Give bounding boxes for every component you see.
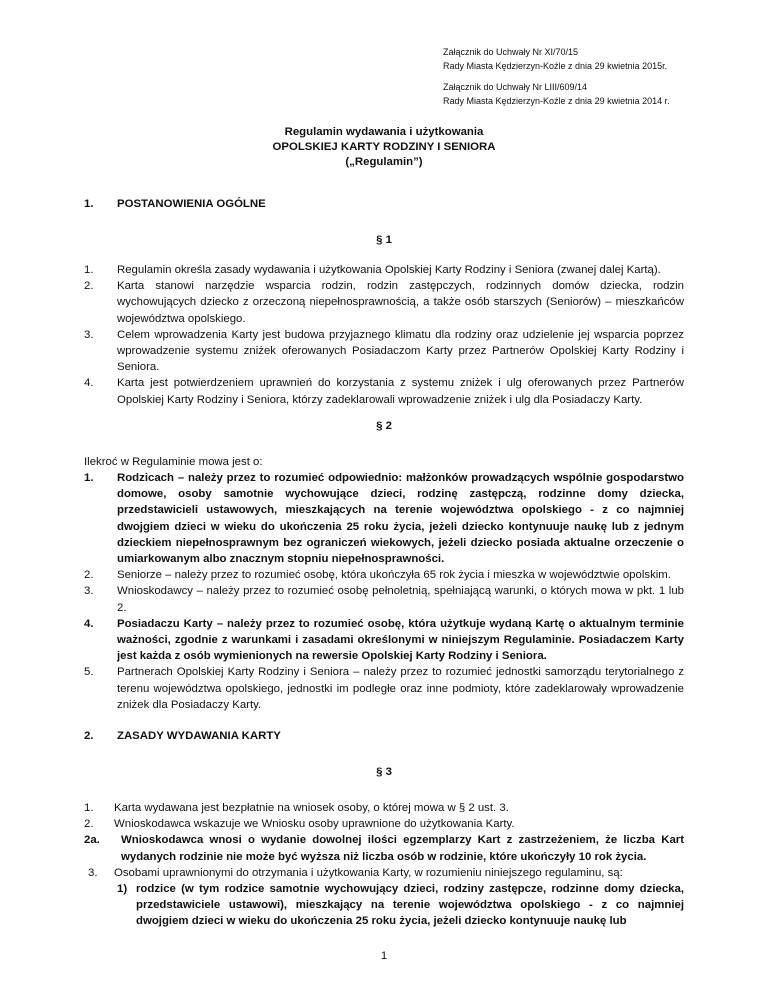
item-text: Celem wprowadzenia Karty jest budowa przyjaznego klimatu dla rodziny oraz udzielenie jej wsparcia poprzez wprowadzenie systemu zniżek oferowanych Posiadaczom Karty przez Partnerów Opolskiej Karty Rodziny i Seniora.	[117, 328, 684, 374]
paragraph-heading-1: § 1	[376, 234, 392, 246]
section-label: POSTANOWIENIA OGÓLNE	[117, 198, 266, 210]
annex-note-2014	[443, 80, 743, 108]
list-item	[84, 816, 684, 832]
item-number: 1.	[84, 264, 94, 276]
page-number: 1	[380, 950, 388, 962]
list-item-2a	[84, 832, 684, 864]
item-number: 2a.	[84, 834, 100, 847]
list-item	[84, 278, 684, 327]
paragraph-3-list	[84, 800, 684, 930]
paragraph-heading-2: § 2	[376, 420, 392, 432]
item-number: 1.	[84, 472, 94, 484]
title-line-2: OPOLSKIEJ KARTY RODZINY I SENIORA	[272, 141, 496, 153]
section-number: 2.	[84, 730, 94, 742]
annex-note-2015	[443, 45, 743, 73]
item-text: Posiadaczu Karty – należy przez to rozumieć osobę, która użytkuje wydaną Kartę o aktualnym terminie ważności, zgodnie z warunkami i zasadami określonymi w niniejszym Regulaminie. Posiadaczem Karty jest każda z osób wymienionych na rewersie Opolskiej Karty Rodziny i Seniora.	[117, 617, 684, 663]
annex-line-1: Załącznik do Uchwały Nr XI/70/15	[443, 47, 579, 57]
document-title	[0, 125, 768, 170]
item-number: 1)	[117, 883, 128, 896]
item-text: Rodzicach – należy przez to rozumieć odpowiednio: małżonków prowadzących wspólnie gospodarstwo domowe, osoby samotnie wychowujące dzieci, rodzinę zastępczą, rodzinne domy dziecka, przedstawicieli ustawowych, mieszkających na terenie województwa opolskiego - z co najmniej dwojgiem dzieci w wieku do ukończenia 25 roku życia, jeżeli dziecko kontynuuje naukę lub z jednym dzieckiem niepełnosprawnym bez ograniczeń wiekowych, jeżeli dziecko posiada aktualne orzeczenie o umiarkowanym albo znacznym stopniu niepełnosprawności.	[117, 472, 684, 566]
sub-item-parents	[84, 881, 684, 930]
item-text: rodzice (w tym rodzice samotnie wychowujący dzieci, rodziny zastępcze, rodzinne domy dziecka, przedstawiciele ustawowi), mieszkający na terenie województwa opolskiego - z co najmniej dwojgiem dzieci w wieku do ukończenia 25 roku życia, jeżeli dziecko kontynuuje naukę lub	[136, 883, 684, 928]
section-label: ZASADY WYDAWANIA KARTY	[117, 730, 281, 742]
item-number: 3.	[84, 585, 94, 598]
annex-line-4: Rady Miasta Kędzierzyn-Koźle z dnia 29 kwietnia 2014 r.	[443, 96, 670, 106]
item-number: 5.	[84, 666, 94, 679]
annex-line-2: Rady Miasta Kędzierzyn-Koźle z dnia 29 kwietnia 2015r.	[443, 61, 668, 71]
item-text: Regulamin określa zasady wydawania i użytkowania Opolskiej Karty Rodziny i Seniora (zwanej dalej Kartą).	[117, 264, 661, 276]
item-number: 3.	[88, 866, 98, 879]
item-text: Karta jest potwierdzeniem uprawnień do korzystania z systemu zniżek i ulg oferowanych przez Partnerów Opolskiej Karty Rodziny i Seniora, którzy zadeklarowali wprowadzenie zniżek i ulg dla Posiadaczy Karty.	[117, 377, 684, 406]
item-text: Karta wydawana jest bezpłatnie na wniosek osoby, o której mowa w § 2 ust. 3.	[114, 802, 509, 814]
paragraph-heading-3: § 3	[376, 766, 392, 778]
paragraph-2-intro: Ilekroć w Regulaminie mowa jest o:	[84, 456, 263, 468]
list-item	[84, 262, 684, 278]
item-text: Osobami uprawnionymi do otrzymania i użytkowania Karty, w rozumieniu niniejszego regulaminu, są:	[114, 866, 623, 879]
list-item	[84, 375, 684, 407]
paragraph-1-list	[84, 262, 684, 408]
definition-item-applicant	[84, 583, 684, 615]
item-text: Wnioskodawca wskazuje we Wniosku osoby uprawnione do użytkowania Karty.	[114, 818, 515, 831]
list-item	[84, 327, 684, 376]
section-number: 1.	[84, 198, 94, 210]
item-number: 2.	[84, 569, 94, 582]
definition-item-parents	[84, 470, 684, 567]
item-text: Seniorze – należy przez to rozumieć osobę, która ukończyła 65 rok życia i mieszka w województwie opolskim.	[117, 569, 671, 582]
item-text: Wnioskodawcy – należy przez to rozumieć osobę pełnoletnią, spełniającą warunki, o których mowa w pkt. 1 lub 2.	[117, 585, 684, 614]
section-heading-1	[84, 198, 266, 210]
list-item	[84, 800, 684, 816]
annex-line-3: Załącznik do Uchwały Nr LIII/609/14	[443, 82, 588, 92]
section-heading-2	[84, 730, 281, 742]
item-number: 3.	[84, 328, 94, 341]
item-number: 1.	[84, 802, 94, 814]
item-number: 2.	[84, 280, 94, 293]
paragraph-2-list	[84, 470, 684, 713]
item-text: Karta stanowi narzędzie wsparcia rodzin, rodzin zastępczych, rodzinnych domów dziecka, rodzin wychowujących dziecko z orzeczoną niepełnosprawnością, a także osób starszych (Seniorów) – mieszkańców województwa opolskiego.	[117, 280, 684, 325]
item-text: Wnioskodawca wnosi o wydanie dowolnej ilości egzemplarzy Kart z zastrzeżeniem, że liczba Kart wydanych rodzinie nie może być wyższa niż liczba osób w rodzinie, które ukończyły 10 rok życia.	[121, 834, 684, 863]
item-number: 4.	[84, 617, 94, 630]
list-item	[84, 865, 684, 881]
title-line-1: Regulamin wydawania i użytkowania	[284, 126, 484, 138]
item-number: 4.	[84, 377, 94, 390]
item-text: Partnerach Opolskiej Karty Rodziny i Seniora – należy przez to rozumieć jednostki samorządu terytorialnego z terenu województwa opolskiego, jednostki im podległe oraz inne podmioty, które zadeklarowały wprowadzenie zniżek dla Posiadaczy Karty.	[117, 666, 684, 711]
definition-item-card-holder	[84, 616, 684, 665]
definition-item-partners	[84, 664, 684, 713]
item-number: 2.	[84, 818, 94, 831]
definition-item-senior	[84, 567, 684, 583]
title-line-3: („Regulamin”)	[345, 156, 423, 168]
